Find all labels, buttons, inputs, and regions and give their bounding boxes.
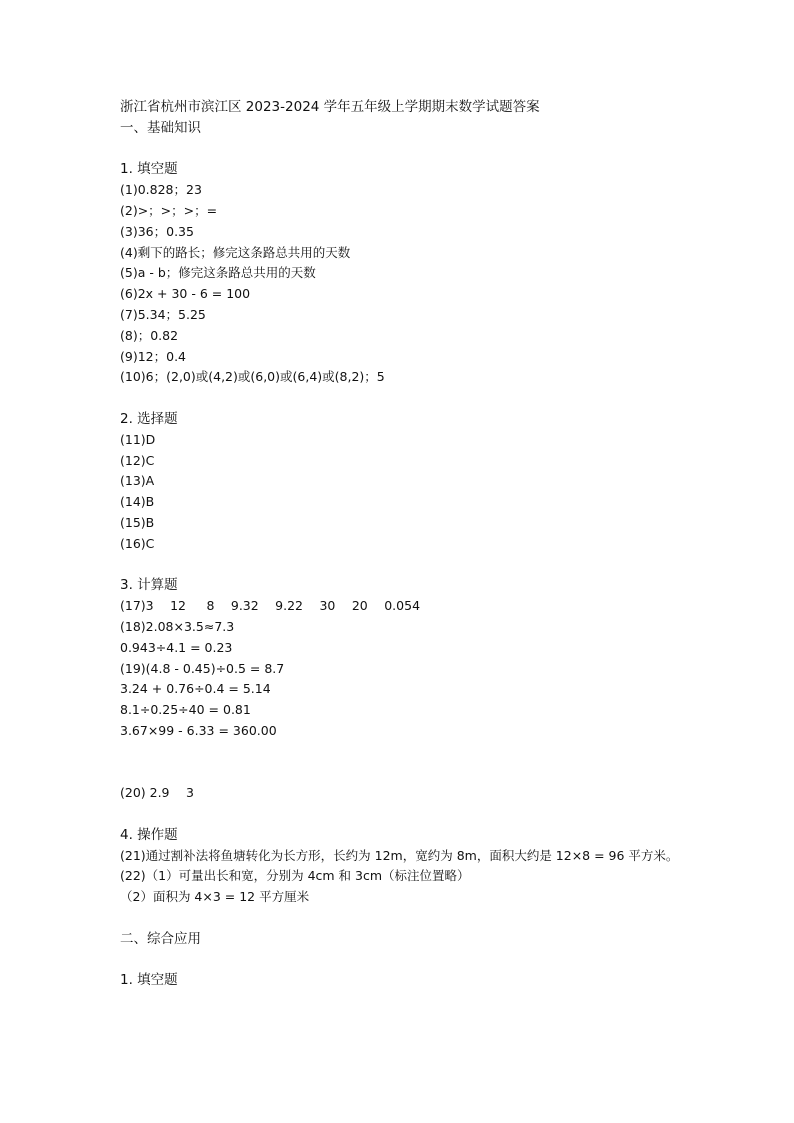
answer-line: (10)6；(2,0)或(4,2)或(6,0)或(6,4)或(8,2)；5 xyxy=(120,369,385,385)
answer-line: (20) 2.9 3 xyxy=(120,785,194,801)
spacer xyxy=(120,950,690,971)
section-operation-heading: 4. 操作题 xyxy=(120,826,178,843)
answer-line: (15)B xyxy=(120,514,155,530)
answer-line: 0.943÷4.1 = 0.23 xyxy=(120,639,233,655)
answer-line: (12)C xyxy=(120,452,155,468)
answer-line: (8)；0.82 xyxy=(120,327,179,343)
part1-heading: 一、基础知识 xyxy=(120,119,201,136)
answer-line: (13)A xyxy=(120,473,155,489)
section-fill-blank-heading: 1. 填空题 xyxy=(120,161,178,178)
answer-line: (7)5.34；5.25 xyxy=(120,306,206,322)
spacer xyxy=(120,555,690,576)
answer-line: (19)(4.8 - 0.45)÷0.5 = 8.7 xyxy=(120,660,285,676)
answer-line: (6)2x + 30 - 6 = 100 xyxy=(120,286,251,302)
answer-content xyxy=(120,97,690,991)
answer-line: (16)C xyxy=(120,535,155,551)
spacer xyxy=(120,908,690,929)
answer-line: （2）面积为 4×3 = 12 平方厘米 xyxy=(120,889,310,905)
answer-line: (1)0.828；23 xyxy=(120,182,202,198)
answer-line: (18)2.08×3.5≈7.3 xyxy=(120,618,235,634)
answer-line: (17)3 12 8 9.32 9.22 30 20 0.054 xyxy=(120,598,421,614)
answer-line: (22)（1）可量出长和宽，分别为 4cm 和 3cm（标注位置略） xyxy=(120,868,470,884)
answer-line: (11)D xyxy=(120,431,156,447)
spacer xyxy=(120,742,690,784)
section-choice-heading: 2. 选择题 xyxy=(120,410,178,427)
spacer xyxy=(120,804,690,825)
answer-line: (2)>；>；>；= xyxy=(120,202,218,218)
spacer xyxy=(120,139,690,160)
spacer xyxy=(120,388,690,409)
answer-line: (21)通过割补法将鱼塘转化为长方形，长约为 12m，宽约为 8m，面积大约是 12×8 = 96 平方米。 xyxy=(120,847,679,863)
answer-line: (3)36；0.35 xyxy=(120,223,194,239)
answer-line: (9)12；0.4 xyxy=(120,348,186,364)
answer-line: (4)剩下的路长；修完这条路总共用的天数 xyxy=(120,244,351,260)
document-title: 浙江省杭州市滨江区 2023-2024 学年五年级上学期期末数学试题答案 xyxy=(120,99,540,115)
answer-line: 3.24 + 0.76÷0.4 = 5.14 xyxy=(120,681,271,697)
answer-line: (5)a - b；修完这条路总共用的天数 xyxy=(120,265,316,281)
part2-heading: 二、综合应用 xyxy=(120,930,201,947)
part2-section-fill-blank-heading: 1. 填空题 xyxy=(120,972,178,989)
answer-line: 8.1÷0.25÷40 = 0.81 xyxy=(120,702,251,718)
answer-line: 3.67×99 - 6.33 = 360.00 xyxy=(120,722,277,738)
section-calc-heading: 3. 计算题 xyxy=(120,577,178,594)
answer-line: (14)B xyxy=(120,494,155,510)
